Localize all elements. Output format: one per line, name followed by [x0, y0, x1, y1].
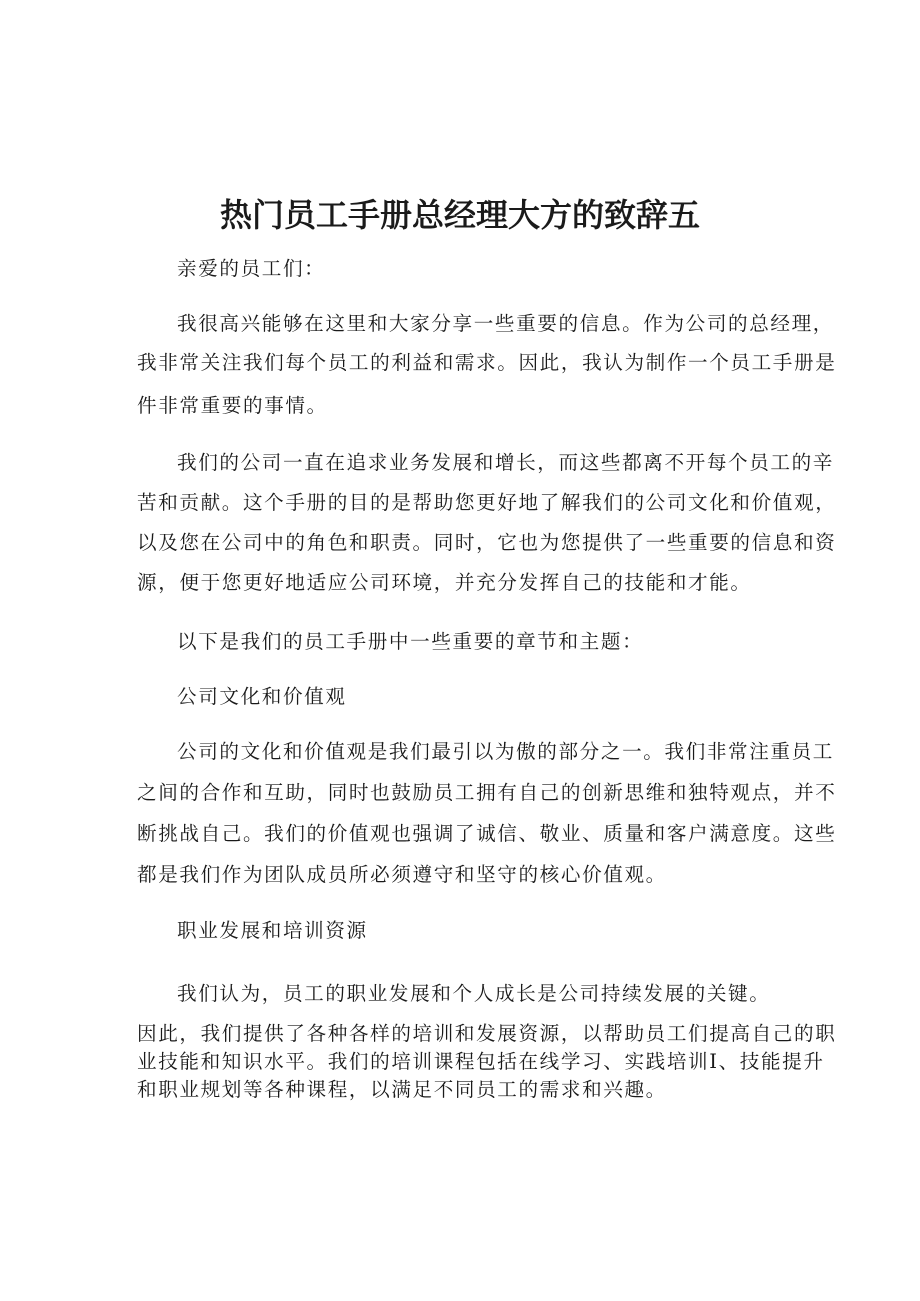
paragraph-line: 断挑战自己。我们的价值观也强调了诚信、敬业、质量和客户满意度。这些: [137, 822, 837, 845]
salutation: 亲爱的员工们：: [177, 257, 326, 280]
paragraph-line: 业技能和知识水平。我们的培训课程包括在线学习、实践培训Ⅰ、技能提升: [137, 1050, 825, 1073]
paragraph-line: 以及您在公司中的角色和职责。同时，它也为您提供了一些重要的信息和资: [137, 531, 837, 554]
paragraph-line: 苦和贡献。这个手册的目的是帮助您更好地了解我们的公司文化和价值观，: [137, 491, 837, 514]
paragraph-line: 我们认为，员工的职业发展和个人成长是公司持续发展的关键。: [177, 982, 771, 1005]
paragraph-line: 我很高兴能够在这里和大家分享一些重要的信息。作为公司的总经理，: [177, 312, 835, 335]
section-heading: 公司文化和价值观: [177, 685, 347, 708]
document-title: 热门员工手册总经理大方的致辞五: [219, 196, 700, 234]
section-heading: 职业发展和培训资源: [177, 919, 368, 942]
paragraph-line: 我们的公司一直在追求业务发展和增长，而这些都离不开每个员工的辛: [177, 451, 835, 474]
paragraph-line: 以下是我们的员工手册中一些重要的章节和主题：: [177, 630, 644, 653]
paragraph-line: 源，便于您更好地适应公司环境，并充分发挥自己的技能和才能。: [137, 571, 752, 594]
paragraph-line: 因此，我们提供了各种各样的培训和发展资源，以帮助员工们提高自己的职: [137, 1022, 837, 1045]
paragraph-line: 我非常关注我们每个员工的利益和需求。因此，我认为制作一个员工手册是: [137, 351, 837, 374]
paragraph-line: 和职业规划等各种课程，以满足不同员工的需求和兴趣。: [137, 1078, 667, 1101]
paragraph-line: 都是我们作为团队成员所必须遵守和坚守的核心价值观。: [137, 863, 667, 886]
paragraph-line: 件非常重要的事情。: [137, 394, 328, 417]
paragraph-line: 公司的文化和价值观是我们最引以为傲的部分之一。我们非常注重员工: [177, 740, 835, 763]
paragraph-line: 之间的合作和互助，同时也鼓励员工拥有自己的创新思维和独特观点，并不: [137, 781, 837, 804]
